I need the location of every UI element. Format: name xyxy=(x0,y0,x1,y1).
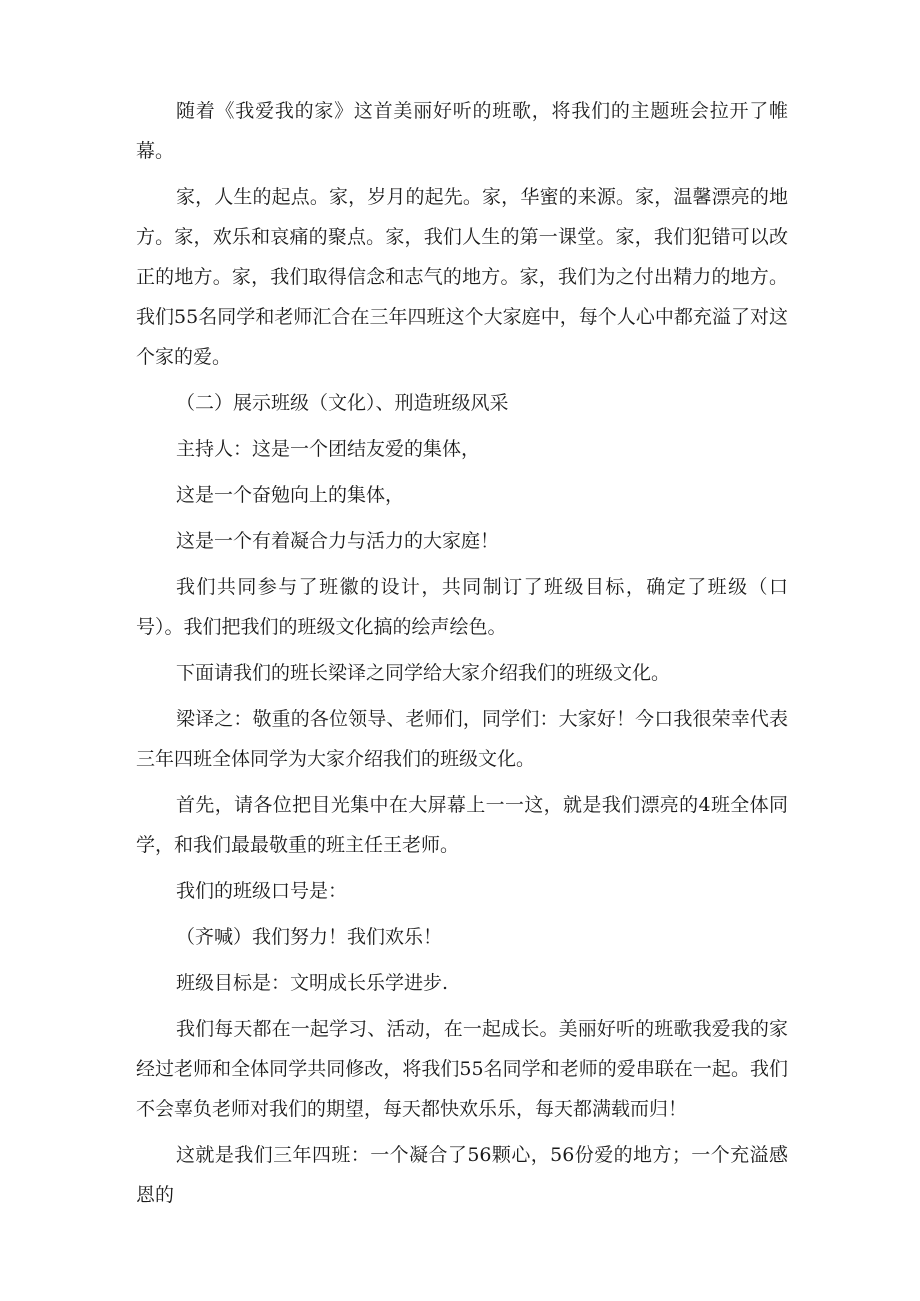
paragraph-host-3: 这是一个有着凝合力与活力的大家庭！ xyxy=(176,530,500,552)
paragraph-host-2: 这是一个奋勉向上的集体， xyxy=(176,484,405,506)
paragraph-4: 下面请我们的班长梁译之同学给大家介绍我们的班级文化。 xyxy=(176,662,671,684)
paragraph-5: 梁译之：敬重的各位领导、老师们，同学们：大家好！今口我很荣幸代表三年四班全体同学为大家介绍我们的班级文化。 xyxy=(136,708,788,770)
paragraph-8: （齐喊）我们努力！我们欢乐！ xyxy=(176,926,443,948)
paragraph-11: 这就是我们三年四班：一个凝合了56颗心，56份爱的地方；一个充溢感恩的 xyxy=(136,1144,788,1206)
paragraph-6: 首先，请各位把目光集中在大屏幕上一一这，就是我们漂亮的4班全体同学，和我们最最敬重的班主任王老师。 xyxy=(136,794,788,856)
paragraph-host-1: 主持人：这是一个团结友爱的集体， xyxy=(176,438,481,460)
document-body xyxy=(136,91,788,1221)
paragraph-10: 我们每天都在一起学习、活动，在一起成长。美丽好听的班歌我爱我的家经过老师和全体同学共同修改，将我们55名同学和老师的爱串联在一起。我们不会辜负老师对我们的期望，每天都快欢乐乐，每天都满载而归！ xyxy=(136,1018,788,1120)
paragraph-1: 随着《我爱我的家》这首美丽好听的班歌，将我们的主题班会拉开了帷幕。 xyxy=(136,100,788,162)
paragraph-7: 我们的班级口号是： xyxy=(176,880,348,902)
paragraph-3: 我们共同参与了班徽的设计，共同制订了班级目标，确定了班级（口号）。我们把我们的班级文化搞的绘声绘色。 xyxy=(136,576,788,638)
section-heading: （二）展示班级（文化）、刑造班级风采 xyxy=(176,392,509,414)
paragraph-2: 家，人生的起点。家，岁月的起先。家，华蜜的来源。家，温馨漂亮的地方。家，欢乐和哀痛的聚点。家，我们人生的第一课堂。家，我们犯错可以改正的地方。家，我们取得信念和志气的地方。家，我们为之付出精力的地方。我们55名同学和老师汇合在三年四班这个大家庭中，每个人心中都充溢了对这个家的爱。 xyxy=(136,186,788,368)
paragraph-9: 班级目标是：文明成长乐学进步. xyxy=(176,972,449,994)
